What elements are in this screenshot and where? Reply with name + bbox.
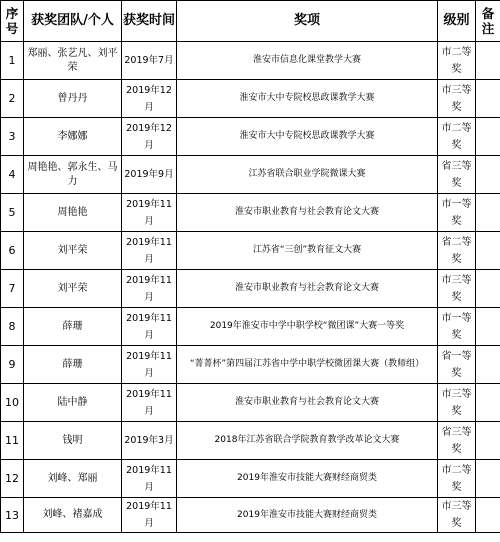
cell-level: 市一等奖 bbox=[438, 194, 476, 232]
cell-level: 市三等奖 bbox=[438, 80, 476, 118]
cell-time: 2019年11月 bbox=[122, 460, 177, 498]
table-row bbox=[1, 346, 500, 384]
cell-index: 8 bbox=[1, 308, 24, 346]
cell-time: 2019年11月 bbox=[122, 346, 177, 384]
cell-index: 2 bbox=[1, 80, 24, 118]
cell-time: 2019年11月 bbox=[122, 232, 177, 270]
table-row bbox=[1, 232, 500, 270]
cell-time: 2019年11月 bbox=[122, 498, 177, 533]
cell-award: 淮安市信息化课堂教学大赛 bbox=[177, 42, 438, 80]
cell-index: 4 bbox=[1, 156, 24, 194]
cell-team: 薛珊 bbox=[24, 346, 122, 384]
cell-index: 13 bbox=[1, 498, 24, 533]
cell-note bbox=[476, 194, 500, 232]
cell-index: 3 bbox=[1, 118, 24, 156]
cell-team: 刘峰、褚嘉成 bbox=[24, 498, 122, 533]
cell-award: 淮安市大中专院校思政课教学大赛 bbox=[177, 80, 438, 118]
table-row bbox=[1, 156, 500, 194]
cell-index: 7 bbox=[1, 270, 24, 308]
cell-time: 2019年12月 bbox=[122, 80, 177, 118]
cell-index: 12 bbox=[1, 460, 24, 498]
cell-award: 淮安市职业教育与社会教育论文大赛 bbox=[177, 194, 438, 232]
cell-award: 淮安市职业教育与社会教育论文大赛 bbox=[177, 270, 438, 308]
cell-award: “菁菁杯”第四届江苏省中学中职学校微团课大赛（教师组） bbox=[177, 346, 438, 384]
cell-time: 2019年11月 bbox=[122, 384, 177, 422]
cell-award: 淮安市职业教育与社会教育论文大赛 bbox=[177, 384, 438, 422]
cell-team: 曾丹丹 bbox=[24, 80, 122, 118]
cell-note bbox=[476, 42, 500, 80]
table-row bbox=[1, 384, 500, 422]
cell-note bbox=[476, 346, 500, 384]
table-row bbox=[1, 498, 500, 533]
cell-level: 省三等奖 bbox=[438, 156, 476, 194]
cell-note bbox=[476, 118, 500, 156]
cell-time: 2019年9月 bbox=[122, 156, 177, 194]
cell-time: 2019年3月 bbox=[122, 422, 177, 460]
cell-note bbox=[476, 460, 500, 498]
cell-time: 2019年12月 bbox=[122, 118, 177, 156]
cell-time: 2019年7月 bbox=[122, 42, 177, 80]
cell-team: 李娜娜 bbox=[24, 118, 122, 156]
cell-award: 2018年江苏省联合学院教育教学改革论文大赛 bbox=[177, 422, 438, 460]
cell-team: 周艳艳 bbox=[24, 194, 122, 232]
cell-level: 市三等奖 bbox=[438, 270, 476, 308]
cell-team: 郑丽、张艺凡、刘平荣 bbox=[24, 42, 122, 80]
cell-note bbox=[476, 80, 500, 118]
table-row bbox=[1, 422, 500, 460]
cell-note bbox=[476, 498, 500, 533]
cell-award: 淮安市大中专院校思政课教学大赛 bbox=[177, 118, 438, 156]
cell-award: 2019年淮安市技能大赛财经商贸类 bbox=[177, 498, 438, 533]
cell-index: 9 bbox=[1, 346, 24, 384]
cell-award: 江苏省联合职业学院微课大赛 bbox=[177, 156, 438, 194]
cell-level: 市一等奖 bbox=[438, 308, 476, 346]
table-row bbox=[1, 270, 500, 308]
cell-team: 陆中静 bbox=[24, 384, 122, 422]
cell-award: 2019年淮安市中学中职学校“微团课”大赛一等奖 bbox=[177, 308, 438, 346]
header-row bbox=[1, 1, 500, 42]
table-row bbox=[1, 194, 500, 232]
cell-level: 市二等奖 bbox=[438, 460, 476, 498]
cell-team: 刘平荣 bbox=[24, 270, 122, 308]
table-row bbox=[1, 118, 500, 156]
cell-index: 1 bbox=[1, 42, 24, 80]
cell-award: 江苏省“三创”教育征文大赛 bbox=[177, 232, 438, 270]
cell-note bbox=[476, 270, 500, 308]
cell-time: 2019年11月 bbox=[122, 308, 177, 346]
cell-level: 省一等奖 bbox=[438, 346, 476, 384]
cell-index: 5 bbox=[1, 194, 24, 232]
cell-team: 薛珊 bbox=[24, 308, 122, 346]
table-row bbox=[1, 308, 500, 346]
cell-index: 11 bbox=[1, 422, 24, 460]
table-row bbox=[1, 80, 500, 118]
cell-level: 市三等奖 bbox=[438, 384, 476, 422]
header-note: 备注 bbox=[476, 1, 500, 42]
header-level: 级别 bbox=[438, 1, 476, 42]
cell-team: 钱明 bbox=[24, 422, 122, 460]
header-award: 奖项 bbox=[177, 1, 438, 42]
table-row bbox=[1, 42, 500, 80]
cell-note bbox=[476, 308, 500, 346]
cell-level: 省二等奖 bbox=[438, 232, 476, 270]
cell-index: 6 bbox=[1, 232, 24, 270]
cell-level: 市三等奖 bbox=[438, 498, 476, 533]
cell-note bbox=[476, 232, 500, 270]
cell-note bbox=[476, 384, 500, 422]
cell-index: 10 bbox=[1, 384, 24, 422]
cell-level: 市二等奖 bbox=[438, 42, 476, 80]
cell-time: 2019年11月 bbox=[122, 270, 177, 308]
cell-level: 市二等奖 bbox=[438, 118, 476, 156]
header-team: 获奖团队/个人 bbox=[24, 1, 122, 42]
cell-team: 刘峰、郑丽 bbox=[24, 460, 122, 498]
cell-team: 刘平荣 bbox=[24, 232, 122, 270]
header-index: 序号 bbox=[1, 1, 24, 42]
cell-team: 周艳艳、郭永生、马力 bbox=[24, 156, 122, 194]
cell-level: 省三等奖 bbox=[438, 422, 476, 460]
cell-time: 2019年11月 bbox=[122, 194, 177, 232]
cell-note bbox=[476, 422, 500, 460]
header-time: 获奖时间 bbox=[122, 1, 177, 42]
cell-note bbox=[476, 156, 500, 194]
cell-award: 2019年淮安市技能大赛财经商贸类 bbox=[177, 460, 438, 498]
table-row bbox=[1, 460, 500, 498]
